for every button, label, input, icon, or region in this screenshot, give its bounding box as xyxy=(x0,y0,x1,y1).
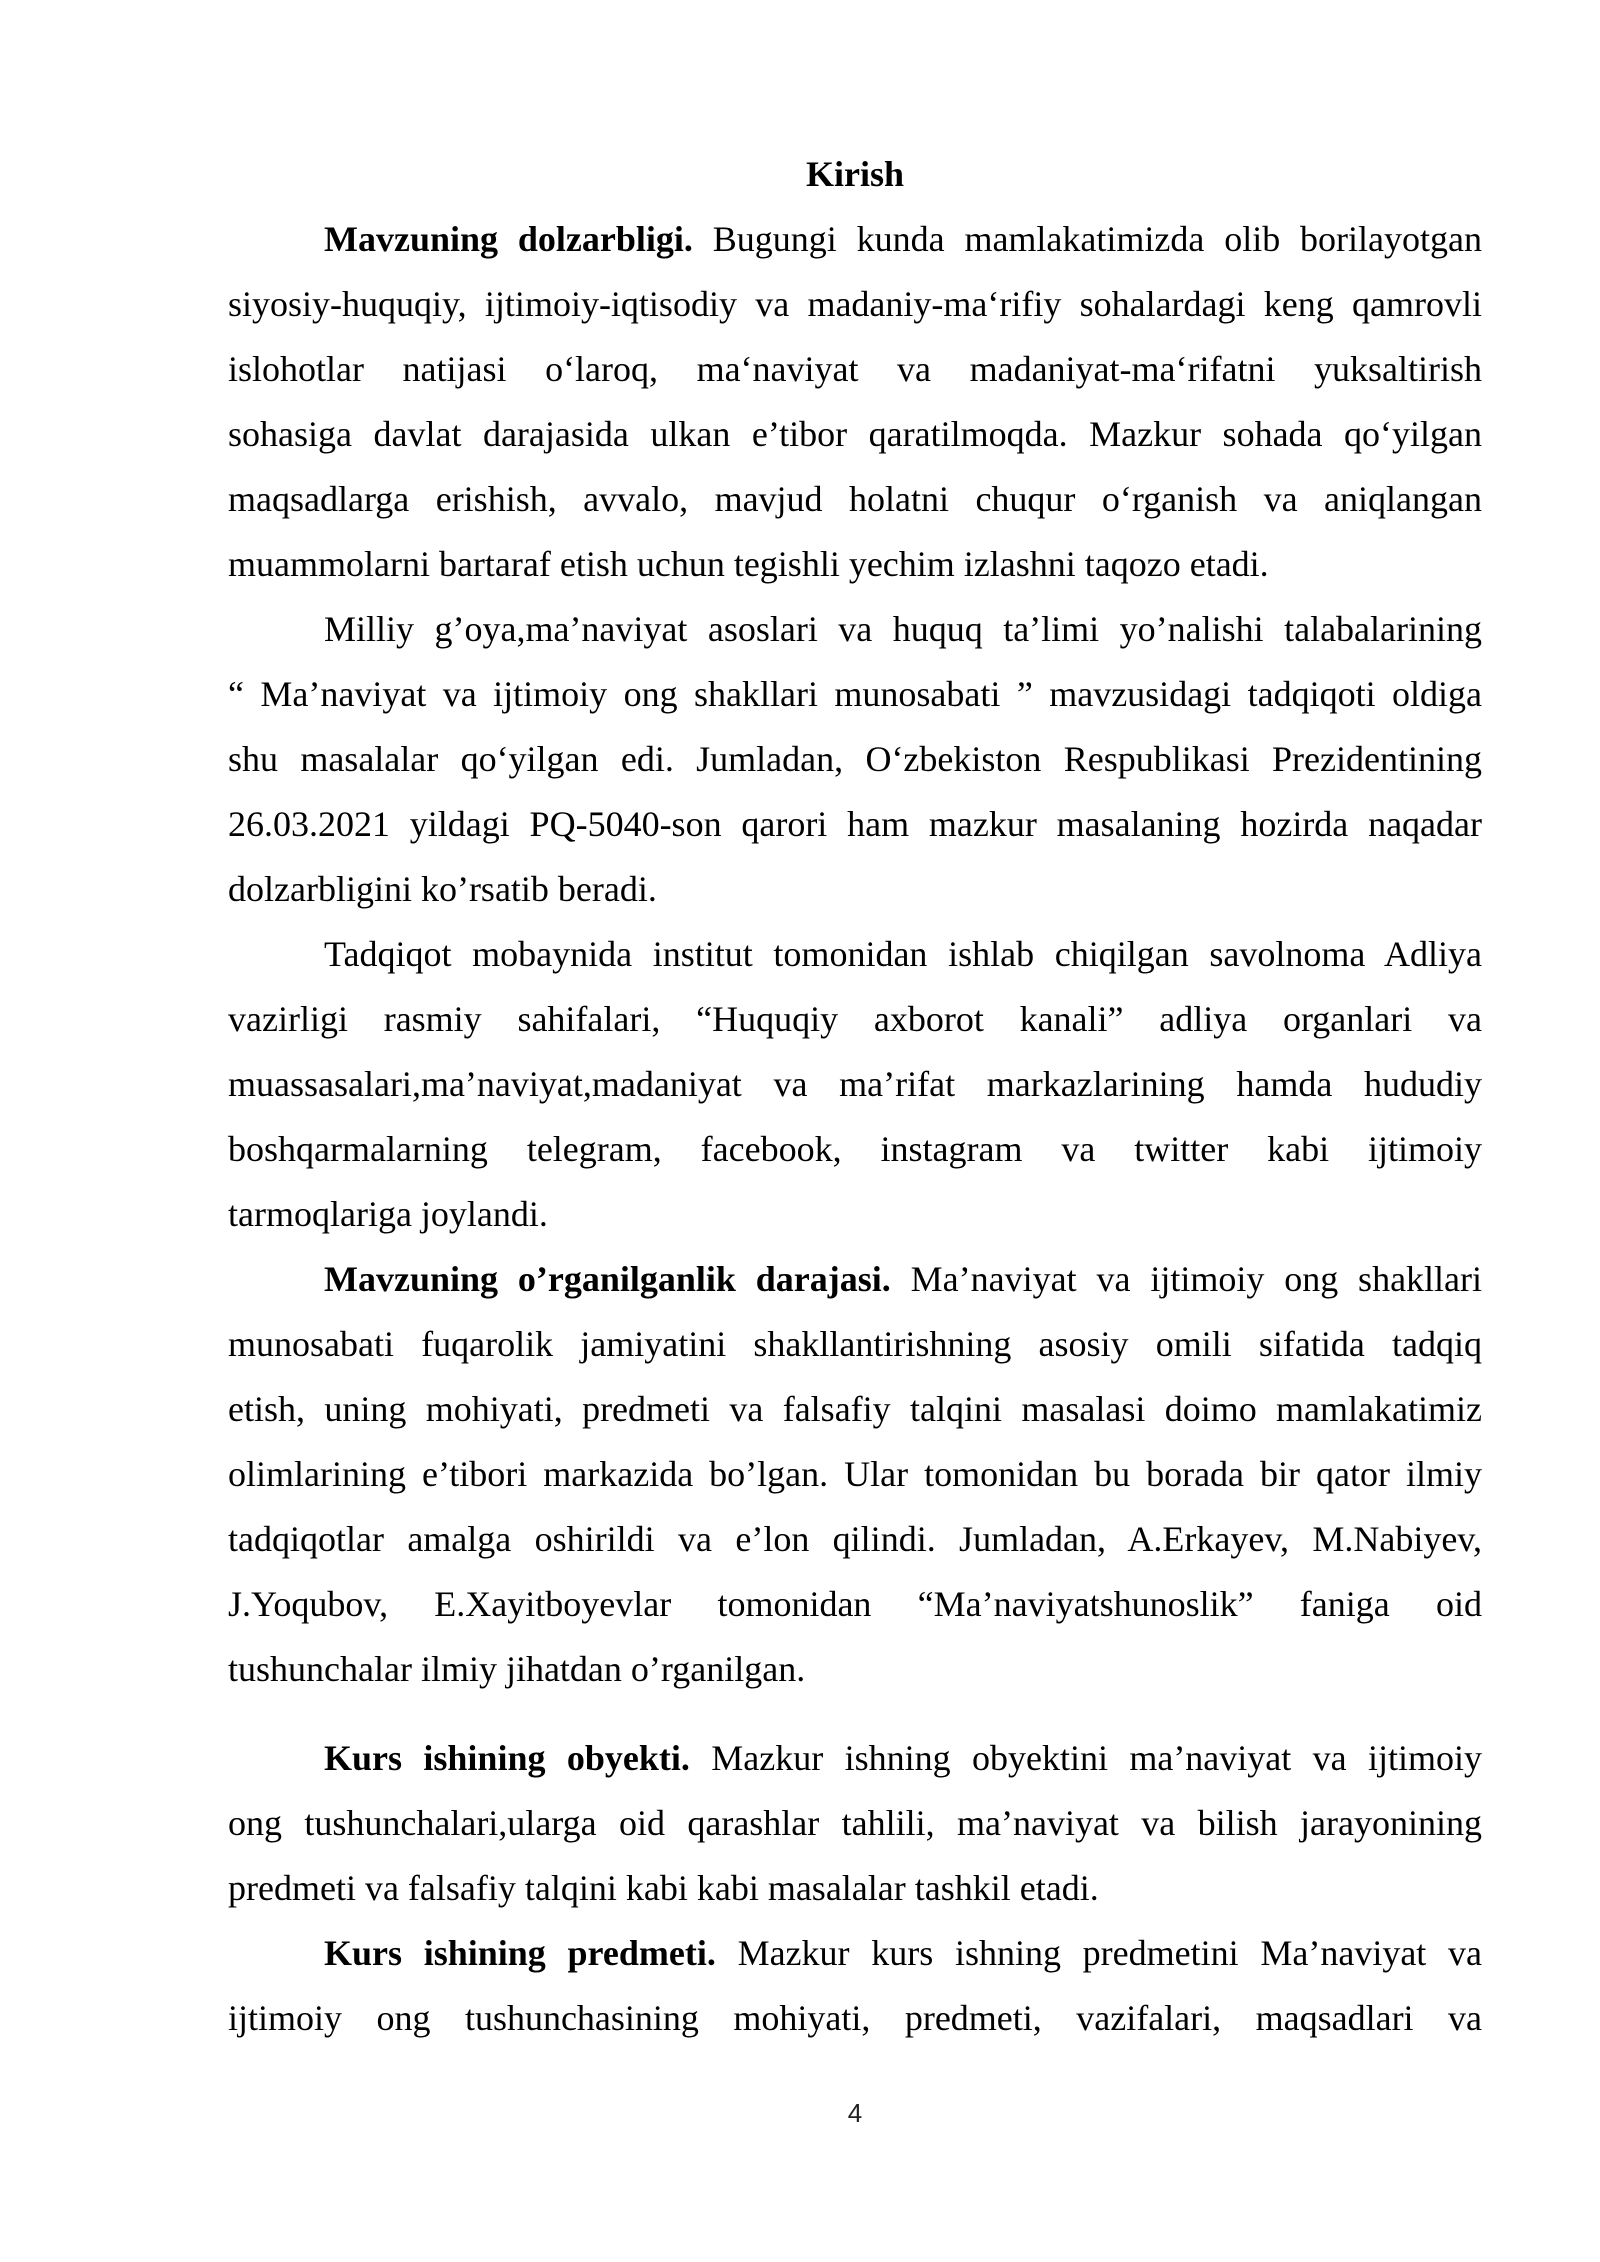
line-text: Tadqiqot mobaynida institut tomonidan ishlab chiqilgan savolnoma Adliya xyxy=(324,934,1482,974)
text-line xyxy=(228,792,1482,857)
page-title: Kirish xyxy=(805,154,904,194)
text-line xyxy=(228,532,1482,597)
text-line xyxy=(228,207,1482,272)
paragraph-survey xyxy=(228,922,1482,1247)
line-text: Bugungi kunda mamlakatimizda olib borilayotgan xyxy=(712,219,1483,259)
text-line xyxy=(228,857,1482,922)
text-line xyxy=(228,1312,1482,1377)
line-text: shu masalalar qo‘yilgan edi. Jumladan, O‘zbekiston Respublikasi Prezidentining xyxy=(228,739,1482,779)
text-line xyxy=(228,662,1482,727)
line-text: 26.03.2021 yildagi PQ-5040-son qarori ham mazkur masalaning hozirda naqadar xyxy=(228,804,1482,844)
text-line xyxy=(228,987,1482,1052)
line-text: Mazkur ishning obyektini ma’naviyat va ijtimoiy xyxy=(711,1738,1483,1778)
line-text: “ Ma’naviyat va ijtimoiy ong shakllari munosabati ” mavzusidagi tadqiqoti oldiga xyxy=(228,674,1482,714)
line-text: olimlarining e’tibori markazida bo’lgan. Ular tomonidan bu borada bir qator ilmiy xyxy=(228,1454,1482,1494)
paragraph-object xyxy=(228,1726,1482,1921)
line-text: dolzarbligini ko’rsatib beradi. xyxy=(228,869,657,909)
line-text: ijtimoiy ong tushunchasining mohiyati, predmeti, vazifalari, maqsadlari va xyxy=(228,1998,1482,2038)
line-text: Mazkur kurs ishning predmetini Ma’naviyat va xyxy=(737,1933,1482,1973)
paragraph-lead: Kurs ishining predmeti. xyxy=(324,1933,716,1973)
line-text: Ma’naviyat va ijtimoiy ong shakllari xyxy=(910,1259,1483,1299)
text-line xyxy=(228,727,1482,792)
text-line xyxy=(228,1377,1482,1442)
text-line xyxy=(228,1856,1482,1921)
text-line xyxy=(228,922,1482,987)
text-line xyxy=(228,1791,1482,1856)
text-line xyxy=(228,1507,1482,1572)
document-body xyxy=(228,142,1482,2051)
line-text: tadqiqotlar amalga oshirildi va e’lon qilindi. Jumladan, A.Erkayev, M.Nabiyev, xyxy=(228,1519,1482,1559)
line-text: vazirligi rasmiy sahifalari, “Huquqiy axborot kanali” adliya organlari va xyxy=(228,999,1482,1039)
line-text: predmeti va falsafiy talqini kabi kabi masalalar tashkil etadi. xyxy=(228,1868,1099,1908)
line-text: tushunchalar ilmiy jihatdan o’rganilgan. xyxy=(228,1649,806,1689)
text-line xyxy=(228,402,1482,467)
paragraph-relevance xyxy=(228,207,1482,597)
paragraph-lead: Kurs ishining obyekti. xyxy=(324,1738,690,1778)
line-text: J.Yoqubov, E.Xayitboyevlar tomonidan “Ma’naviyatshunoslik” faniga oid xyxy=(228,1584,1482,1624)
text-line xyxy=(228,272,1482,337)
page-number: 4 xyxy=(847,2098,863,2128)
line-text: etish, uning mohiyati, predmeti va falsafiy talqini masalasi doimo mamlakatimiz xyxy=(228,1389,1482,1429)
line-text: muammolarni bartaraf etish uchun tegishli yechim izlashni taqozo etadi. xyxy=(228,544,1269,584)
text-line xyxy=(228,1052,1482,1117)
line-text: munosabati fuqarolik jamiyatini shakllantirishning asosiy omili sifatida tadqiq xyxy=(228,1324,1482,1364)
line-text: muassasalari,ma’naviyat,madaniyat va ma’rifat markazlarining hamda hududiy xyxy=(228,1064,1482,1104)
text-line xyxy=(228,597,1482,662)
text-line xyxy=(228,1986,1482,2051)
text-line xyxy=(228,337,1482,402)
paragraph-study-level xyxy=(228,1247,1482,1702)
text-line xyxy=(228,1921,1482,1986)
text-line xyxy=(228,1442,1482,1507)
paragraph-lead: Mavzuning o’rganilganlik darajasi. xyxy=(324,1259,891,1299)
text-line xyxy=(228,1637,1482,1702)
text-line xyxy=(228,1247,1482,1312)
text-line xyxy=(228,467,1482,532)
text-line xyxy=(228,1572,1482,1637)
line-text: boshqarmalarning telegram, facebook, instagram va twitter kabi ijtimoiy xyxy=(228,1129,1482,1169)
line-text: Milliy g’oya,ma’naviyat asoslari va huquq ta’limi yo’nalishi talabalarining xyxy=(324,609,1482,649)
paragraph-research-topic xyxy=(228,597,1482,922)
line-text: siyosiy-huquqiy, ijtimoiy-iqtisodiy va madaniy-ma‘rifiy sohalardagi keng qamrovli xyxy=(228,284,1482,324)
text-line xyxy=(228,1726,1482,1791)
line-text: islohotlar natijasi o‘laroq, ma‘naviyat va madaniyat-ma‘rifatni yuksaltirish xyxy=(228,349,1482,389)
text-line xyxy=(228,1117,1482,1182)
text-line xyxy=(228,1182,1482,1247)
paragraph-subject xyxy=(228,1921,1482,2051)
line-text: sohasiga davlat darajasida ulkan e’tibor qaratilmoqda. Mazkur sohada qo‘yilgan xyxy=(228,414,1482,454)
line-text: tarmoqlariga joylandi. xyxy=(228,1194,548,1234)
line-text: maqsadlarga erishish, avvalo, mavjud holatni chuqur o‘rganish va aniqlangan xyxy=(228,479,1482,519)
line-text: ong tushunchalari,ularga oid qarashlar tahlili, ma’naviyat va bilish jarayonining xyxy=(228,1803,1482,1843)
paragraph-lead: Mavzuning dolzarbligi. xyxy=(324,219,693,259)
